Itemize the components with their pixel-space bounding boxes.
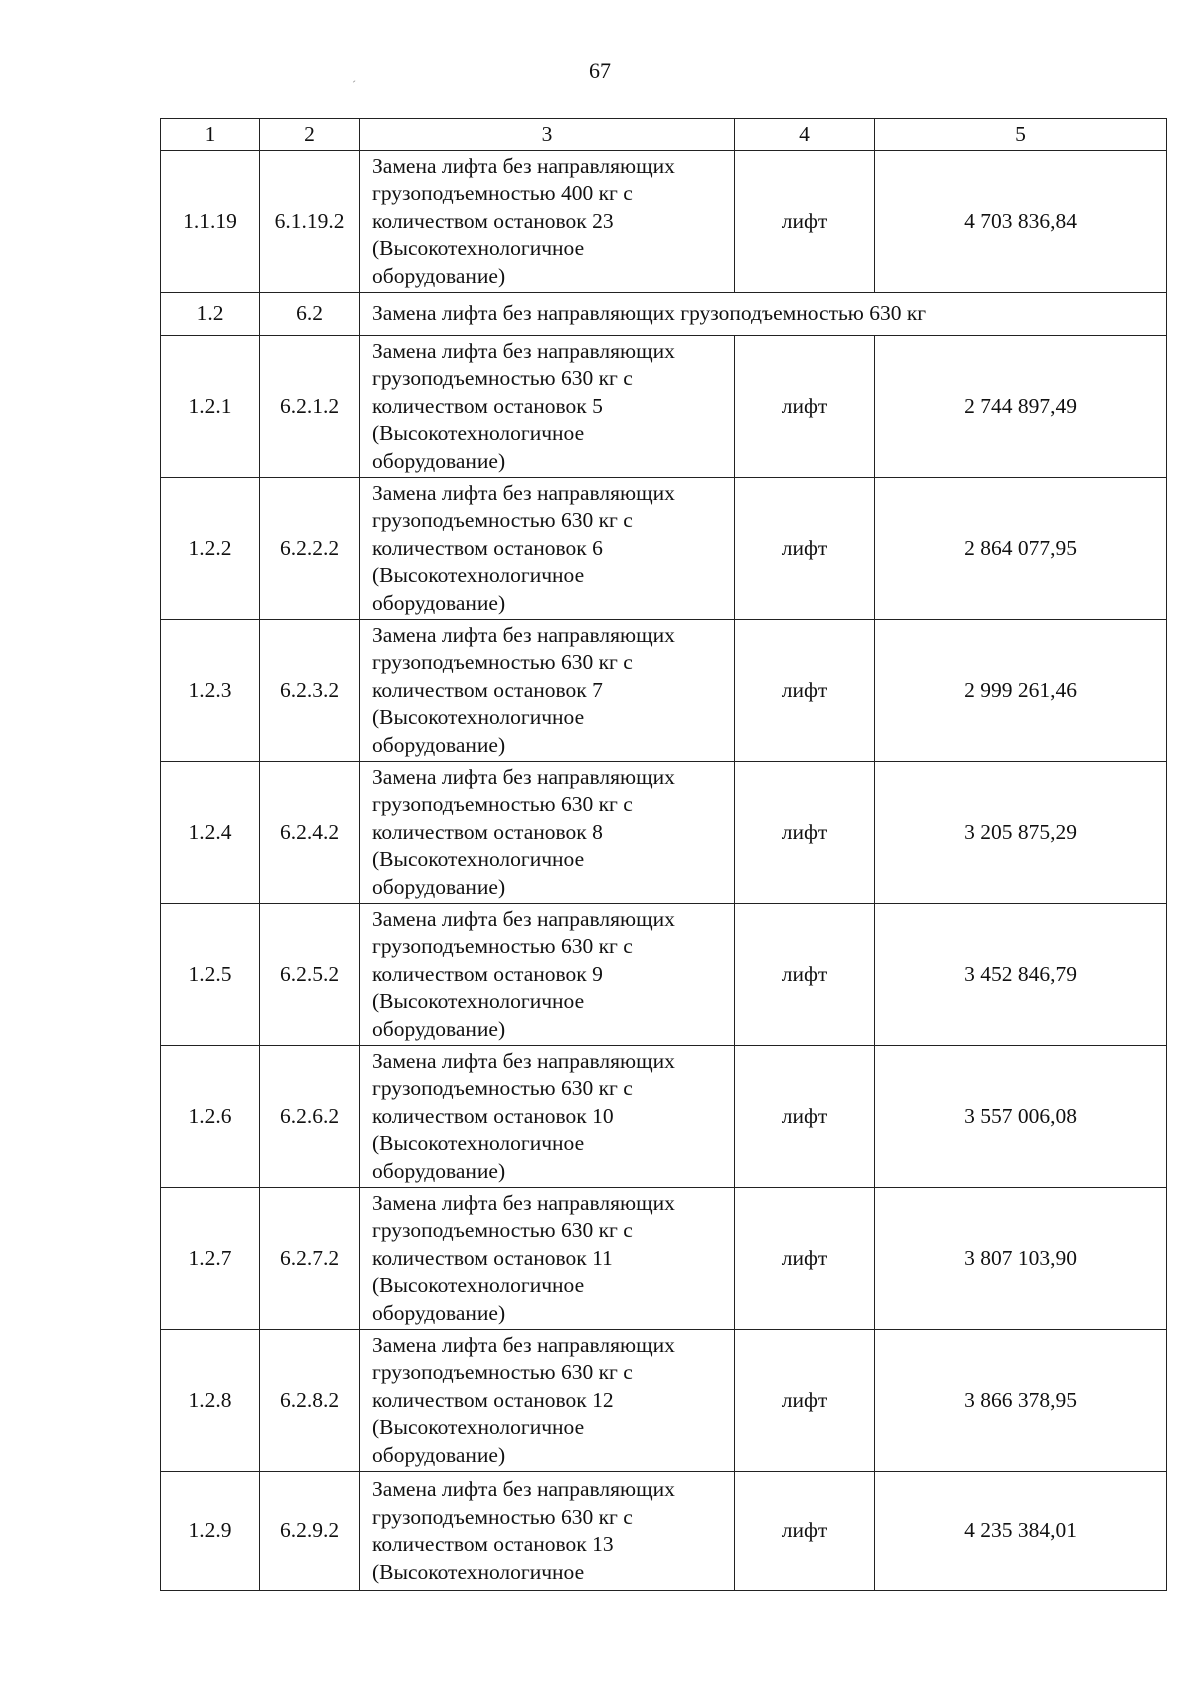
item-price: 2 744 897,49: [875, 336, 1167, 478]
item-number: 1.2.7: [161, 1188, 260, 1330]
table-row: [161, 151, 1167, 293]
table-row: [161, 336, 1167, 478]
description-line: количеством остановок 11: [372, 1245, 613, 1270]
item-price: 2 999 261,46: [875, 620, 1167, 762]
item-unit: лифт: [735, 478, 875, 620]
item-number: 1.2.5: [161, 904, 260, 1046]
item-description: [360, 904, 735, 1046]
description-line: оборудование): [372, 1158, 506, 1183]
item-description: [360, 336, 735, 478]
description-line: (Высокотехнологичное: [372, 563, 585, 588]
item-number: 1.2.4: [161, 762, 260, 904]
description-line: Замена лифта без направляющих: [372, 153, 675, 178]
item-number: 1.1.19: [161, 151, 260, 293]
item-unit: лифт: [735, 1046, 875, 1188]
item-code: 6.2.8.2: [260, 1330, 360, 1472]
description-line: грузоподъемностью 400 кг с: [372, 181, 633, 206]
description-line: количеством остановок 13: [372, 1532, 614, 1556]
header-cell: 1: [161, 119, 260, 151]
description-line: оборудование): [372, 1016, 506, 1041]
item-price: 3 807 103,90: [875, 1188, 1167, 1330]
description-line: оборудование): [372, 732, 506, 757]
description-line: (Высокотехнологичное: [372, 1273, 585, 1298]
description-line: Замена лифта без направляющих: [372, 1048, 675, 1073]
header-cell: 3: [360, 119, 735, 151]
description-line: (Высокотехнологичное: [372, 989, 585, 1014]
item-description: [360, 620, 735, 762]
item-description: [360, 1188, 735, 1330]
group-row: [161, 293, 1167, 336]
description-line: оборудование): [372, 1442, 506, 1467]
description-line: количеством остановок 23: [372, 208, 614, 233]
description-line: количеством остановок 9: [372, 961, 603, 986]
item-description: [360, 151, 735, 293]
item-unit: лифт: [735, 151, 875, 293]
item-description: [360, 478, 735, 620]
item-number: 1.2.3: [161, 620, 260, 762]
description-line: оборудование): [372, 448, 506, 473]
description-line: (Высокотехнологичное: [372, 1415, 585, 1440]
item-code: 6.2.3.2: [260, 620, 360, 762]
scan-mark: ´: [352, 78, 356, 92]
description-line: грузоподъемностью 630 кг с: [372, 1076, 633, 1101]
description-line: (Высокотехнологичное: [372, 421, 585, 446]
item-number: 1.2.9: [161, 1472, 260, 1591]
item-unit: лифт: [735, 1188, 875, 1330]
item-price: 3 866 378,95: [875, 1330, 1167, 1472]
item-price: 3 557 006,08: [875, 1046, 1167, 1188]
item-code: 6.2: [260, 293, 360, 336]
header-cell: 5: [875, 119, 1167, 151]
description-line: количеством остановок 5: [372, 393, 603, 418]
description-line: грузоподъемностью 630 кг с: [372, 650, 633, 675]
description-line: оборудование): [372, 1300, 506, 1325]
description-line: оборудование): [372, 874, 506, 899]
table-row: [161, 1472, 1167, 1591]
table-row: [161, 620, 1167, 762]
description-line: грузоподъемностью 630 кг с: [372, 508, 633, 533]
item-price: 2 864 077,95: [875, 478, 1167, 620]
item-unit: лифт: [735, 762, 875, 904]
item-unit: лифт: [735, 1472, 875, 1591]
table-body: [161, 119, 1167, 1591]
item-code: 6.2.7.2: [260, 1188, 360, 1330]
description-line: количеством остановок 10: [372, 1103, 614, 1128]
item-description: [360, 1472, 735, 1591]
description-line: Замена лифта без направляющих: [372, 338, 675, 363]
description-line: Замена лифта без направляющих: [372, 1332, 675, 1357]
description-line: (Высокотехнологичное: [372, 236, 585, 261]
description-line: грузоподъемностью 630 кг с: [372, 366, 633, 391]
table-row: [161, 904, 1167, 1046]
item-code: 6.2.4.2: [260, 762, 360, 904]
item-code: 6.2.2.2: [260, 478, 360, 620]
description-line: (Высокотехнологичное: [372, 1131, 585, 1156]
item-code: 6.2.9.2: [260, 1472, 360, 1591]
description-line: Замена лифта без направляющих: [372, 906, 675, 931]
description-line: Замена лифта без направляющих: [372, 764, 675, 789]
item-number: 1.2.8: [161, 1330, 260, 1472]
item-price: 4 235 384,01: [875, 1472, 1167, 1591]
header-cell: 4: [735, 119, 875, 151]
item-number: 1.2: [161, 293, 260, 336]
item-price: 3 205 875,29: [875, 762, 1167, 904]
price-table: [160, 118, 1167, 1591]
item-description: [360, 762, 735, 904]
description-line: (Высокотехнологичное: [372, 847, 585, 872]
description-line: оборудование): [372, 263, 506, 288]
description-line: количеством остановок 7: [372, 677, 603, 702]
description-line: количеством остановок 8: [372, 819, 603, 844]
description-line: грузоподъемностью 630 кг с: [372, 934, 633, 959]
item-code: 6.2.1.2: [260, 336, 360, 478]
description-line: (Высокотехнологичное: [372, 1559, 585, 1584]
item-unit: лифт: [735, 336, 875, 478]
item-number: 1.2.2: [161, 478, 260, 620]
description-line: (Высокотехнологичное: [372, 705, 585, 730]
description-line: количеством остановок 12: [372, 1387, 614, 1412]
item-number: 1.2.1: [161, 336, 260, 478]
item-code: 6.2.5.2: [260, 904, 360, 1046]
item-price: 3 452 846,79: [875, 904, 1167, 1046]
page-number: 67: [589, 58, 611, 83]
table-row: [161, 478, 1167, 620]
description-line: количеством остановок 6: [372, 535, 603, 560]
item-code: 6.2.6.2: [260, 1046, 360, 1188]
description-line: грузоподъемностью 630 кг с: [372, 792, 633, 817]
table-row: [161, 1188, 1167, 1330]
description-line: оборудование): [372, 590, 506, 615]
item-unit: лифт: [735, 904, 875, 1046]
header-cell: 2: [260, 119, 360, 151]
table-header-row: [161, 119, 1167, 151]
item-description: [360, 1046, 735, 1188]
table-row: [161, 1330, 1167, 1472]
item-code: 6.1.19.2: [260, 151, 360, 293]
description-line: Замена лифта без направляющих: [372, 1477, 675, 1501]
description-line: Замена лифта без направляющих: [372, 480, 675, 505]
description-line: грузоподъемностью 630 кг с: [372, 1218, 633, 1243]
table-row: [161, 762, 1167, 904]
item-unit: лифт: [735, 1330, 875, 1472]
description-line: Замена лифта без направляющих: [372, 622, 675, 647]
group-title: Замена лифта без направляющих грузоподъемностью 630 кг: [360, 293, 1167, 336]
item-price: 4 703 836,84: [875, 151, 1167, 293]
description-line: Замена лифта без направляющих: [372, 1190, 675, 1215]
description-line: грузоподъемностью 630 кг с: [372, 1360, 633, 1385]
description-line: грузоподъемностью 630 кг с: [372, 1504, 633, 1529]
item-unit: лифт: [735, 620, 875, 762]
item-description: [360, 1330, 735, 1472]
item-number: 1.2.6: [161, 1046, 260, 1188]
table-row: [161, 1046, 1167, 1188]
